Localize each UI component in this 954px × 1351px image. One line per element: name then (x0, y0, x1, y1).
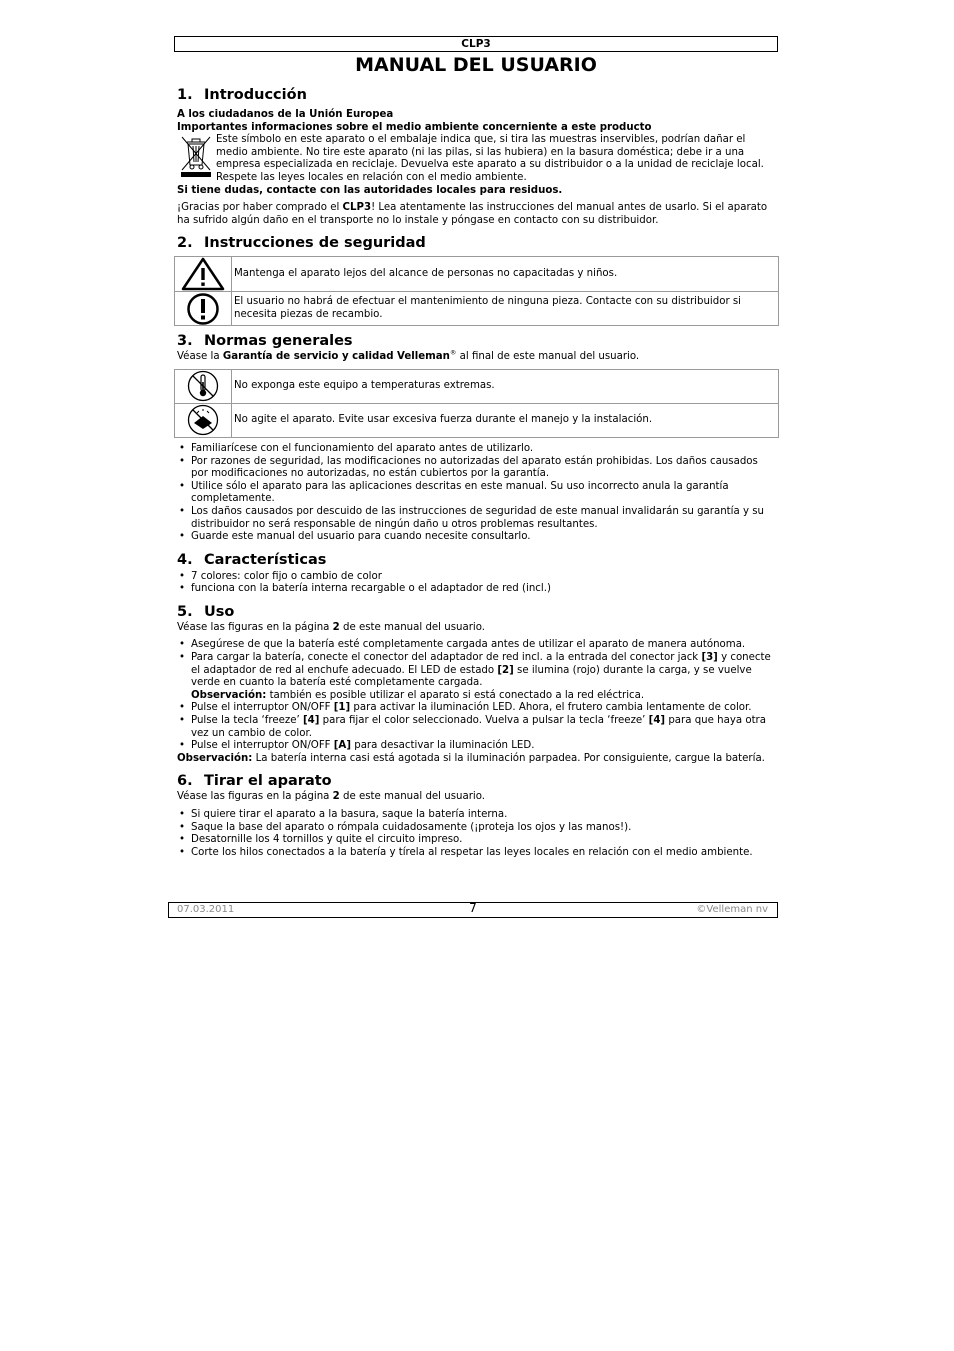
list-item: • Familiarícese con el funcionamiento del aparato antes de utilizarlo. (177, 443, 777, 456)
rules-row-1-text: No exponga este equipo a temperaturas extremas. (232, 369, 779, 403)
content (177, 86, 777, 859)
page-number: 7 (469, 901, 477, 915)
section-3-heading: 3. Normas generales (177, 333, 353, 350)
safety-row-2-text: El usuario no habrá de efectuar el mantenimiento de ninguna pieza. Contacte con su distribuidor si necesita piezas de recambio. (232, 292, 779, 326)
disposal-intro: Véase las figuras en la página 2 de este manual del usuario. (177, 791, 486, 803)
footer-copyright: ©Velleman nv (696, 904, 768, 915)
list-item: • 7 colores: color fijo o cambio de color (177, 571, 777, 584)
warranty-intro: Véase la Garantía de servicio y calidad Velleman® al final de este manual del usuario. (177, 348, 640, 363)
doubt-text: Si tiene dudas, contacte con las autoridades locales para residuos. (177, 184, 563, 196)
section-5-heading: 5. Uso (177, 603, 235, 620)
page-title: MANUAL DEL USUARIO (355, 54, 597, 76)
safety-table (174, 256, 779, 326)
section-6-heading: 6. Tirar el aparato (177, 773, 332, 790)
exclamation-circle-icon (186, 293, 220, 325)
general-rules-list (177, 443, 777, 544)
list-item: • Guarde este manual del usuario para cuando necesite consultarlo. (177, 531, 777, 544)
list-item: • Pulse la tecla ‘freeze’ [4] para fijar el color seleccionado. Vuelva a pulsar la tecla ‘freeze’ [4] para que haya otra vez un cambio de color. (177, 715, 777, 740)
list-item: • Los daños causados por descuido de las instrucciones de seguridad de este manual invalidarán su garantía y su distribuidor no será responsable de ningún daño u otros problemas resultantes. (177, 506, 777, 531)
use-note: Observación: La batería interna casi está agotada si la iluminación parpadea. Por consiguiente, cargue la batería. (177, 752, 765, 764)
rules-row-2-text: No agite el aparato. Evite usar excesiva fuerza durante el manejo y la instalación. (232, 403, 779, 437)
no-shaking-icon (187, 404, 219, 436)
eu-heading-2: Importantes informaciones sobre el medio ambiente concerniente a este producto (177, 121, 652, 133)
list-item: • Por razones de seguridad, las modificaciones no autorizadas del aparato están prohibidas. Los daños causados por modificaciones no autorizadas, no están cubiertos por la garantía. (177, 456, 777, 481)
thanks-text: ¡Gracias por haber comprado el CLP3! Lea atentamente las instrucciones del manual antes de usarlo. Si el aparato ha sufrido algún daño en el transporte no lo instale y póngase en contacto con su distribuidor. (177, 202, 768, 226)
footer-date: 07.03.2011 (177, 904, 235, 915)
list-item: • funciona con la batería interna recargable o el adaptador de red (incl.) (177, 583, 777, 596)
model-header (174, 36, 778, 52)
eu-heading-1: A los ciudadanos de la Unión Europea (177, 109, 394, 120)
crossed-bin-icon (179, 134, 213, 178)
list-item: • Saque la base del aparato o rómpala cuidadosamente (¡proteja los ojos y las manos!). (177, 822, 777, 835)
features-list (177, 571, 777, 596)
weee-text: Este símbolo en este aparato o el embalaje indica que, si tira las muestras inservibles, podrían dañar el medio ambiente. No tire este aparato (ni las pilas, si las hubiera) en la basura doméstica; debe ir a una empresa especializada en reciclaje. Devuelva este aparato a su distribuidor o a la unidad de reciclaje local. Respete las leyes locales en relación con el medio ambiente. (216, 134, 764, 183)
page-footer (168, 902, 778, 918)
use-intro: Véase las figuras en la página 2 de este manual del usuario. (177, 621, 486, 633)
list-item: • Desatornille los 4 tornillos y quite el circuito impreso. (177, 834, 777, 847)
weee-block (177, 134, 777, 184)
list-item: • Asegúrese de que la batería esté completamente cargada antes de utilizar el aparato de manera autónoma. (177, 639, 777, 652)
thermometer-icon (187, 370, 219, 402)
section-1-heading: 1. Introducción (177, 87, 307, 103)
section-4-heading: 4. Características (177, 551, 327, 568)
disposal-list (177, 809, 777, 859)
list-item: • Para cargar la batería, conecte el conector del adaptador de red incl. a la entrada del conector jack [3] y conecte el adaptador de red al enchufe adecuado. El LED de estado [2] se ilumina (rojo) durante la carga, y se vuelve verde en cuanto la batería esté completamente cargada. Observación: también es posible utilizar el aparato si está conectado a la red eléctrica. (177, 652, 777, 702)
use-list (177, 639, 777, 752)
model-label: CLP3 (461, 38, 491, 50)
list-item: • Corte los hilos conectados a la batería y tírela al respetar las leyes locales en relación con el medio ambiente. (177, 847, 777, 860)
general-rules-table (174, 369, 779, 438)
safety-row-1-text: Mantenga el aparato lejos del alcance de personas no capacitadas y niños. (232, 257, 779, 292)
list-item: • Si quiere tirar el aparato a la basura, saque la batería interna. (177, 809, 777, 822)
warning-triangle-icon (181, 257, 225, 291)
list-item: • Pulse el interruptor ON/OFF [1] para activar la iluminación LED. Ahora, el frutero cambia lentamente de color. (177, 702, 777, 715)
section-2-heading: 2. Instrucciones de seguridad (177, 235, 426, 252)
list-item: • Pulse el interruptor ON/OFF [A] para desactivar la iluminación LED. (177, 740, 777, 753)
list-item: • Utilice sólo el aparato para las aplicaciones descritas en este manual. Su uso incorrecto anula la garantía completamente. (177, 481, 777, 506)
